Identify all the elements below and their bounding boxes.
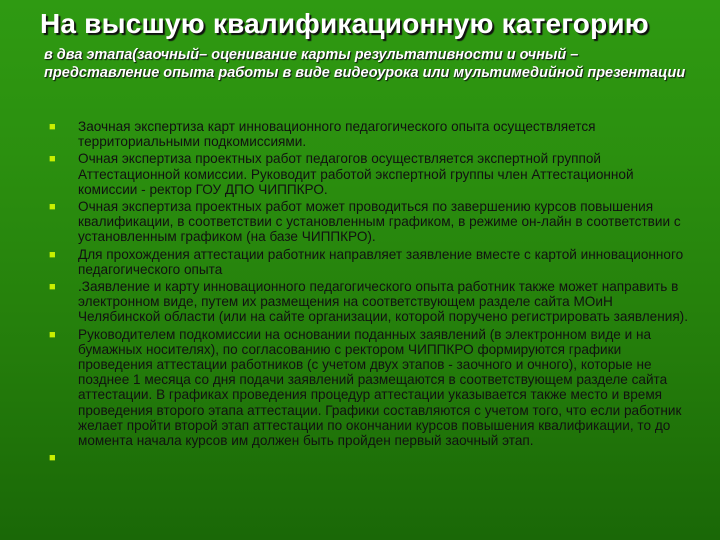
bullet-item [48, 199, 688, 245]
bullet-square-icon: ■ [49, 121, 56, 133]
bullet-text: Для прохождения аттестации работник направляет заявление вместе с картой инновационного педагогического опыта [78, 246, 684, 277]
bullet-square-icon: ■ [49, 201, 56, 214]
bullet-item [48, 247, 688, 277]
slide-subtitle: в два этапа(заочный– оценивание карты результативности и очный – представление опыта работы в виде видеоурока или мультимедийной презентации [44, 47, 686, 81]
bullet-square-icon: ■ [49, 281, 56, 294]
bullet-item [48, 151, 688, 197]
bullet-square-icon: ■ [49, 153, 56, 166]
bullet-text: Руководителем подкомиссии на основании поданных заявлений (в электронном виде и на бумажных носителях), по согласованию с ректором ЧИППКРО формируются графики проведения аттестации работников (с учетом двух этапов - заочного и очного), которые не позднее 1 месяца со дня подачи заявлений размещаются в соответствующем разделе сайта аттестации. В графиках проведения процедур аттестации указывается также место и время проведения второго этапа аттестации. Графики составляются с учетом того, что если работник желает пройти второй этап аттестации по окончании курсов повышения квалификации, то до момента начала курсов им должен быть пройден первый заочный этап. [78, 326, 682, 449]
bullet-square-icon: ■ [49, 452, 56, 465]
slide-title: На высшую квалификационную категорию [40, 8, 649, 39]
bullet-text: Очная экспертиза проектных работ педагогов осуществляется экспертной группой Аттестационной комиссии. Руководит работой экспертной группы член Аттестационной комиссии - ректор ГОУ ДПО ЧИППКРО. [78, 151, 634, 197]
bullet-item [48, 327, 688, 449]
bullet-text: Заочная экспертиза карт инновационного педагогического опыта осуществляется территориальными подкомиссиями. [78, 119, 596, 150]
bullet-square-icon: ■ [49, 248, 56, 261]
bullet-list [48, 119, 688, 465]
bullet-item [48, 279, 688, 325]
bullet-item [48, 119, 688, 149]
bullet-text: Очная экспертиза проектных работ может проводиться по завершению курсов повышения квалификации, в соответствии с установленным графиком, в режиме он-лайн в соответствии с установленным графиком (на базе ЧИППКРО). [78, 199, 681, 245]
bullet-text: .Заявление и карту инновационного педагогического опыта работник также может направить в электронном виде, путем их размещения на соответствующем разделе сайта МОиН Челябинской области (или на сайте организации, которой поручено регистрировать заявления). [78, 279, 688, 325]
bullet-square-icon: ■ [49, 328, 56, 341]
